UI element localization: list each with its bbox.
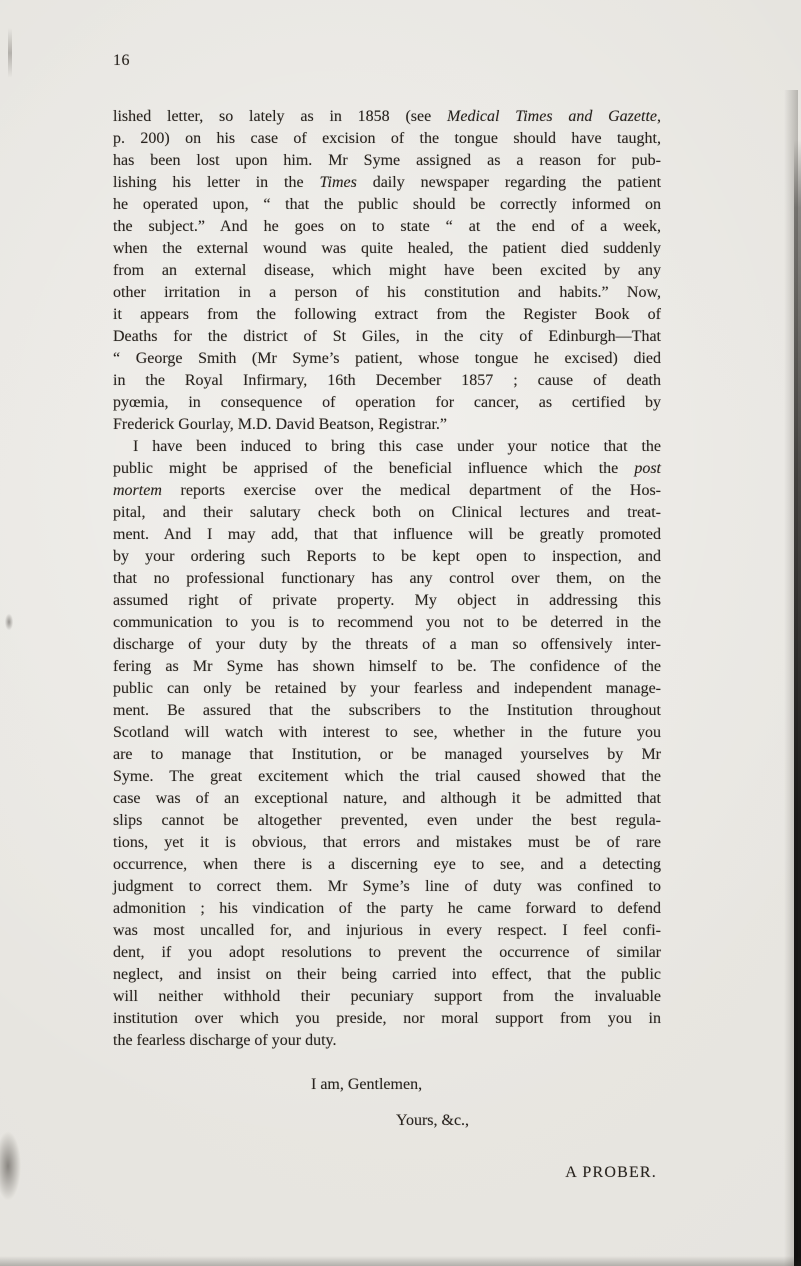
closing-valediction: Yours, &c.,	[396, 1112, 470, 1129]
text-line	[113, 546, 661, 568]
text-line	[113, 172, 661, 194]
text-line	[113, 216, 661, 238]
text-line	[113, 282, 661, 304]
text-segment: in the Royal Infirmary, 16th December 1857 ; cause of death	[113, 372, 661, 389]
text-line	[113, 128, 661, 150]
text-segment: case was of an exceptional nature, and although it be admitted that	[113, 790, 661, 807]
text-segment: pital, and their salutary check both on Clinical lectures and treat-	[113, 504, 661, 521]
text-segment: will neither withhold their pecuniary support from the invaluable	[113, 988, 661, 1005]
text-line	[113, 1030, 661, 1052]
text-line	[113, 986, 661, 1008]
text-line	[113, 810, 661, 832]
text-line	[113, 304, 661, 326]
text-segment: reports exercise over the medical department of the Hos-	[161, 482, 661, 499]
text-segment: was most uncalled for, and injurious in every respect. I feel confi-	[113, 922, 661, 939]
text-line	[113, 568, 661, 590]
text-segment: “ George Smith (Mr Syme’s patient, whose tongue he excised) died	[113, 350, 661, 367]
text-segment: slips cannot be altogether prevented, even under the best regula-	[113, 812, 661, 829]
text-segment: admonition ; his vindication of the party he came forward to defend	[113, 900, 661, 917]
text-line	[113, 854, 661, 876]
text-line	[113, 898, 661, 920]
text-segment: he operated upon, “ that the public should be correctly informed on	[113, 196, 661, 213]
scan-artifact-right-edge-shadow	[784, 90, 798, 1266]
text-segment: public can only be retained by your fearless and independent manage-	[113, 680, 661, 697]
text-line	[113, 920, 661, 942]
text-line	[113, 766, 661, 788]
text-segment: ,	[657, 108, 662, 125]
text-segment: p. 200) on his case of excision of the tongue should have taught,	[113, 130, 661, 147]
text-line	[113, 106, 661, 128]
text-segment: it appears from the following extract from the Register Book of	[113, 306, 661, 323]
text-segment: judgment to correct them. Mr Syme’s line of duty was confined to	[113, 878, 661, 895]
text-line	[113, 260, 661, 282]
text-segment: occurrence, when there is a discerning eye to see, and a detecting	[113, 856, 661, 873]
scan-artifact-left-speck	[3, 610, 15, 634]
text-segment: Frederick Gourlay, M.D. David Beatson, Registrar.”	[113, 416, 447, 433]
text-segment: fering as Mr Syme has shown himself to be. The confidence of the	[113, 658, 661, 675]
text-segment: ment. Be assured that the subscribers to the Institution throughout	[113, 702, 661, 719]
text-segment: the subject.” And he goes on to state “ at the end of a week,	[113, 218, 661, 235]
text-segment: communication to you is to recommend you not to be deterred in the	[113, 614, 661, 631]
text-segment: Deaths for the district of St Giles, in the city of Edinburgh—That	[113, 328, 661, 345]
text-line	[113, 744, 661, 766]
text-segment-italic: Times	[319, 174, 357, 191]
text-segment: by your ordering such Reports to be kept open to inspection, and	[113, 548, 661, 565]
text-line	[113, 238, 661, 260]
text-line	[113, 480, 661, 502]
text-line	[113, 524, 661, 546]
text-line	[113, 590, 661, 612]
text-line	[113, 942, 661, 964]
text-segment: neglect, and insist on their being carried into effect, that the public	[113, 966, 661, 983]
text-segment: that no professional functionary has any control over them, on the	[113, 570, 661, 587]
scan-artifact-bottom-edge-shadow	[0, 1256, 801, 1266]
text-segment: lished letter, so lately as in 1858 (see	[113, 108, 448, 125]
text-line	[113, 612, 661, 634]
text-line	[113, 502, 661, 524]
text-segment: the fearless discharge of your duty.	[113, 1032, 337, 1049]
signature: A PROBER.	[565, 1164, 657, 1181]
text-segment: has been lost upon him. Mr Syme assigned as a reason for pub-	[113, 152, 661, 169]
text-segment: other irritation in a person of his constitution and habits.” Now,	[113, 284, 661, 301]
text-line	[113, 414, 661, 436]
text-line	[113, 832, 661, 854]
text-segment: are to manage that Institution, or be managed yourselves by Mr	[113, 746, 661, 763]
closing-salutation: I am, Gentlemen,	[311, 1076, 423, 1093]
text-segment-italic: post	[634, 460, 661, 477]
text-segment: from an external disease, which might have been excited by any	[113, 262, 661, 279]
text-line	[113, 150, 661, 172]
text-segment: Scotland will watch with interest to see, whether in the future you	[113, 724, 661, 741]
text-segment: public might be apprised of the beneficial influence which the	[113, 460, 635, 477]
scan-artifact-right-edge-line	[794, 140, 801, 1266]
text-line	[113, 788, 661, 810]
page-number: 16	[113, 52, 130, 69]
text-segment-italic: mortem	[113, 482, 162, 499]
letter-closing	[113, 1074, 661, 1184]
text-line	[113, 1008, 661, 1030]
text-line	[113, 678, 661, 700]
scan-artifact-top-left-mark	[8, 28, 12, 78]
text-segment: Syme. The great excitement which the trial caused showed that the	[113, 768, 661, 785]
text-line	[113, 876, 661, 898]
text-line	[113, 634, 661, 656]
text-line	[113, 964, 661, 986]
text-segment-italic: Medical Times and Gazette	[447, 108, 658, 125]
text-line	[113, 348, 661, 370]
text-segment: pyœmia, in consequence of operation for cancer, as certified by	[113, 394, 661, 411]
text-segment: discharge of your duty by the threats of a man so offensively inter-	[113, 636, 661, 653]
text-segment: ment. And I may add, that that influence will be greatly promoted	[113, 526, 661, 543]
text-line	[113, 392, 661, 414]
text-line	[113, 436, 661, 458]
text-line	[113, 656, 661, 678]
text-segment: institution over which you preside, nor moral support from you in	[113, 1010, 661, 1027]
text-line	[113, 326, 661, 348]
text-segment: lishing his letter in the	[113, 174, 320, 191]
text-segment: assumed right of private property. My object in addressing this	[113, 592, 661, 609]
text-segment: tions, yet it is obvious, that errors and mistakes must be of rare	[113, 834, 661, 851]
letter-body	[113, 106, 661, 1052]
text-segment: I have been induced to bring this case under your notice that the	[133, 438, 661, 455]
text-line	[113, 700, 661, 722]
text-line	[113, 458, 661, 480]
text-segment: when the external wound was quite healed, the patient died suddenly	[113, 240, 661, 257]
scan-artifact-bottom-left-smudge	[0, 1118, 26, 1214]
text-segment: daily newspaper regarding the patient	[356, 174, 662, 191]
text-segment: dent, if you adopt resolutions to prevent the occurrence of similar	[113, 944, 661, 961]
text-line	[113, 722, 661, 744]
text-line	[113, 370, 661, 392]
text-line	[113, 194, 661, 216]
letter-text-block	[113, 106, 661, 1184]
